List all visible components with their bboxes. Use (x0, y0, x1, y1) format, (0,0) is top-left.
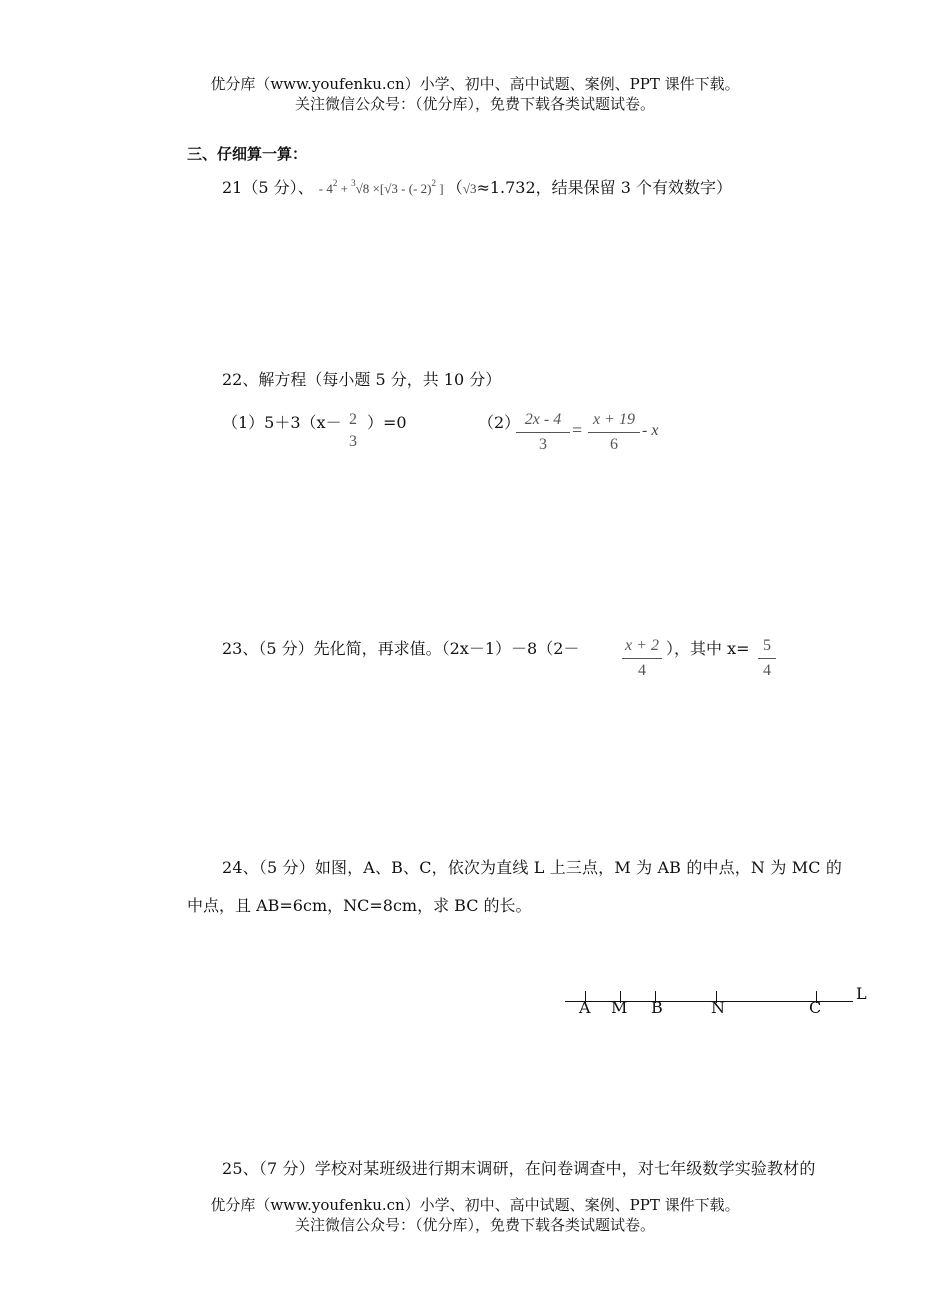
q21-expression: - $4^2 + ^3√8 \times[√3$ - (- 2)$^2$ ] (318, 178, 444, 196)
question-25-line-1: 25、（7 分）学校对某班级进行期末调研，在问卷调查中，对七年级数学实验教材的 (222, 1159, 816, 1178)
q23-mid: ），其中 x= (666, 639, 750, 658)
q22-part2-tail: - x (642, 422, 659, 439)
point-n-label: N (711, 998, 725, 1017)
point-b-label: B (651, 998, 663, 1017)
point-m-label: M (611, 998, 628, 1017)
q22-part2-label: （2） (478, 413, 521, 432)
line-label: L (856, 984, 867, 1003)
q23-x-value: 5 4 (758, 636, 776, 681)
point-a-label: A (579, 998, 591, 1017)
q22-part2-right-fraction: x + 19 6 (588, 410, 640, 455)
question-22-title: 22、解方程（每小题 5 分，共 10 分） (222, 370, 502, 389)
q22-part2-left-fraction: 2x - 4 3 (516, 410, 570, 455)
header-line-2: 关注微信公众号：（优分库），免费下载各类试题试卷。 (294, 95, 655, 113)
q21-prefix: 21（5 分）、 (222, 178, 314, 197)
q22-part1-label: （1）5＋3（x－ (222, 413, 342, 432)
q22-part1-fraction: 2 3 (349, 411, 357, 450)
section-title: 三、仔细算一算： (187, 145, 308, 163)
q21-note: （√3≈1.732，结果保留 3 个有效数字） (446, 178, 733, 197)
question-21 (222, 175, 732, 198)
footer-line-1: 优分库（www.youfenku.cn）小学、初中、高中试题、案例、PPT 课件下载。 (210, 1196, 740, 1214)
point-c-label: C (809, 998, 822, 1017)
question-23-text: 23、（5 分）先化简，再求值。（2x－1）－8（2－ (222, 639, 580, 658)
q22-part1-tail: ）=0 (367, 413, 407, 432)
header-line-1: 优分库（www.youfenku.cn）小学、初中、高中试题、案例、PPT 课件下载。 (210, 75, 740, 93)
q22-part2-equals: = (572, 420, 583, 440)
footer-line-2: 关注微信公众号：（优分库），免费下载各类试题试卷。 (294, 1216, 655, 1234)
question-24-line-1: 24、（5 分）如图，A、B、C，依次为直线 L 上三点，M 为 AB 的中点，N 为 MC 的 (222, 858, 843, 877)
question-24-line-2: 中点，且 AB=6cm，NC=8cm，求 BC 的长。 (187, 896, 532, 915)
q23-fraction: x + 2 4 (622, 636, 662, 681)
